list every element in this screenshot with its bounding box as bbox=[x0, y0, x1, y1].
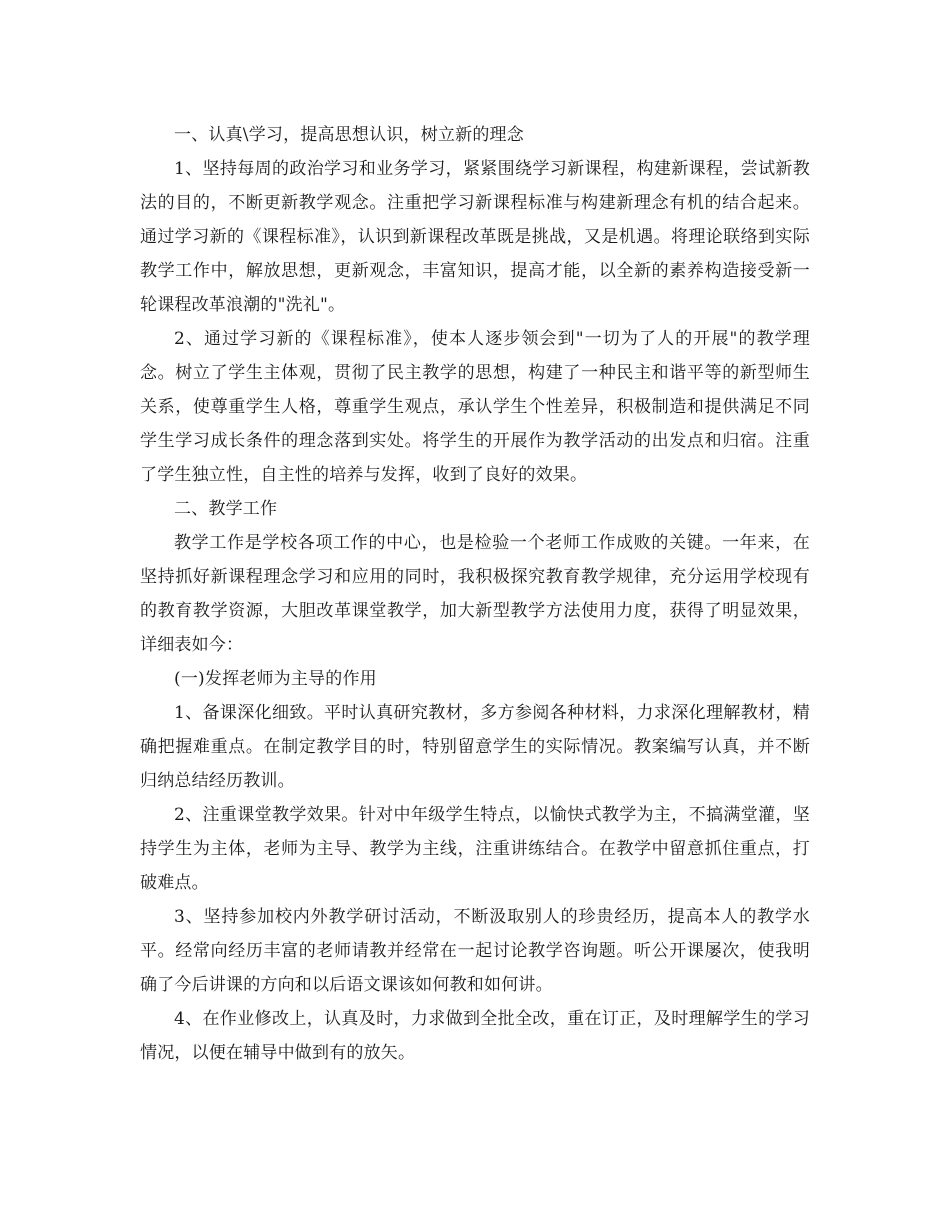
section2-heading: 二、教学工作 bbox=[174, 499, 278, 519]
subsection1-heading: (一)发挥老师为主导的作用 bbox=[174, 669, 377, 689]
section2-paragraph-1: 教学工作是学校各项工作的中心，也是检验一个老师工作成败的关键。一年来，在坚持抓好新课程理念学习和应用的同时，我积极探究教育教学规律，充分运用学校现有的教育教学资源，大胆改革课堂教学，加大新型教学方法使用力度，获得了明显效果，详细表如今： bbox=[140, 533, 810, 655]
section1-paragraph-1: 1、坚持每周的政治学习和业务学习，紧紧围绕学习新课程，构建新课程，尝试新教法的目的，不断更新教学观念。注重把学习新课程标准与构建新理念有机的结合起来。通过学习新的《课程标准》，认识到新课程改革既是挑战，又是机遇。将理论联络到实际教学工作中，解放思想，更新观念，丰富知识，提高才能，以全新的素养构造接受新一轮课程改革浪潮的"洗礼"。 bbox=[140, 159, 810, 315]
list-item-2: 2、注重课堂教学效果。针对中年级学生特点，以愉快式教学为主，不搞满堂灌，坚持学生为主体，老师为主导、教学为主线，注重讲练结合。在教学中留意抓住重点，打破难点。 bbox=[140, 805, 810, 893]
list-item-4: 4、在作业修改上，认真及时，力求做到全批全改，重在订正，及时理解学生的学习情况，以便在辅导中做到有的放矢。 bbox=[140, 1009, 810, 1063]
section1-heading: 一、认真\学习，提高思想认识，树立新的理念 bbox=[174, 125, 524, 145]
section1-paragraph-2: 2、通过学习新的《课程标准》，使本人逐步领会到"一切为了人的开展"的教学理念。树立了学生主体观，贯彻了民主教学的思想，构建了一种民主和谐平等的新型师生关系，使尊重学生人格，尊重学生观点，承认学生个性差异，积极制造和提供满足不同学生学习成长条件的理念落到实处。将学生的开展作为教学活动的出发点和归宿。注重了学生独立性，自主性的培养与发挥，收到了良好的效果。 bbox=[140, 329, 810, 485]
list-item-1: 1、备课深化细致。平时认真研究教材，多方参阅各种材料，力求深化理解教材，精确把握难重点。在制定教学目的时，特别留意学生的实际情况。教案编写认真，并不断归纳总结经历教训。 bbox=[140, 703, 810, 791]
list-item-3: 3、坚持参加校内外教学研讨活动，不断汲取别人的珍贵经历，提高本人的教学水平。经常向经历丰富的老师请教并经常在一起讨论教学咨询题。听公开课屡次，使我明确了今后讲课的方向和以后语文课该如何教和如何讲。 bbox=[140, 907, 810, 995]
